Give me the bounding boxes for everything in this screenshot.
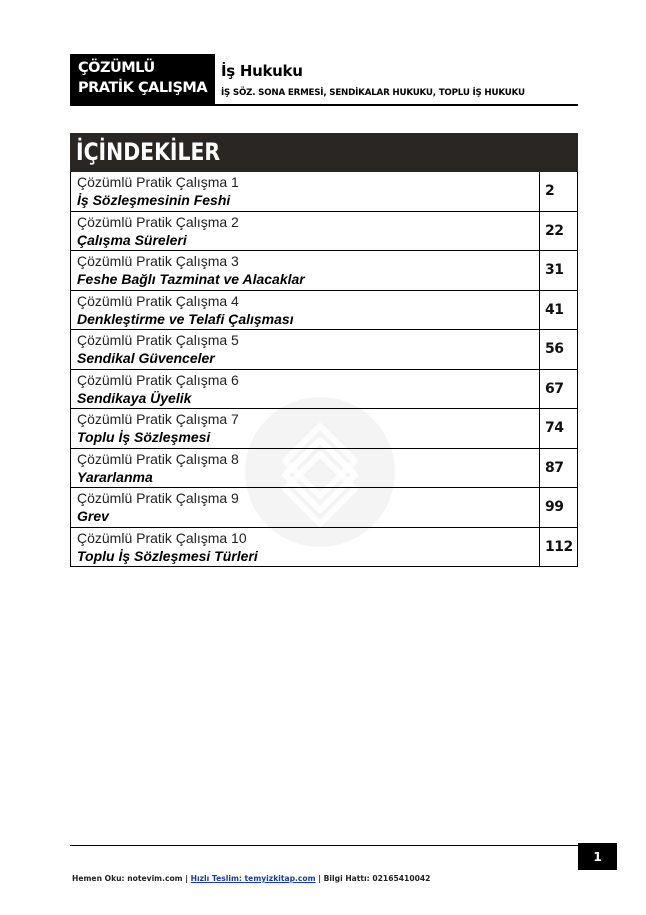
header-divider: [215, 104, 578, 106]
toc-entry-page: 67: [545, 380, 564, 397]
toc-entry-title: Grev: [77, 508, 109, 524]
toc-entry-label: Çözümlü Pratik Çalışma 2: [77, 213, 239, 230]
toc-entry-page: 112: [545, 538, 573, 555]
toc-entry-page: 87: [545, 459, 564, 476]
footer-text: [72, 874, 430, 883]
toc-row[interactable]: [71, 291, 577, 331]
toc-row[interactable]: [71, 449, 577, 489]
toc-row[interactable]: [71, 212, 577, 252]
toc-entry-page: 2: [545, 183, 555, 200]
toc-entry-text: [71, 370, 540, 409]
toc-entry-title: Sendikal Güvenceler: [77, 350, 215, 366]
toc-row[interactable]: [71, 488, 577, 528]
toc-entry-label: Çözümlü Pratik Çalışma 1: [77, 174, 239, 190]
table-of-contents: [70, 133, 578, 567]
toc-row[interactable]: [71, 528, 577, 568]
page-number: 1: [578, 843, 617, 870]
toc-entry-page: 22: [545, 222, 564, 239]
toc-entry-page: 74: [545, 420, 564, 437]
toc-entry-text: [71, 330, 540, 369]
toc-row[interactable]: [71, 172, 577, 212]
toc-entry-label: Çözümlü Pratik Çalışma 8: [77, 450, 239, 467]
brand-line-2: PRATİK ÇALIŞMA: [78, 80, 208, 96]
toc-entry-text: [71, 409, 540, 448]
toc-entry-title: Sendikaya Üyelik: [77, 389, 192, 406]
toc-entry-label: Çözümlü Pratik Çalışma 6: [77, 371, 239, 388]
toc-entry-page: 31: [545, 262, 564, 279]
toc-entry-title: Çalışma Süreleri: [77, 231, 187, 248]
book-title: İş Hukuku: [221, 62, 303, 80]
toc-entry-text: [71, 212, 540, 251]
brand-box: [70, 54, 215, 106]
toc-entry-text: [71, 449, 540, 488]
book-subtitle: İŞ SÖZ. SONA ERMESİ, SENDİKALAR HUKUKU, TOPLU İŞ HUKUKU: [221, 88, 525, 98]
toc-entry-text: [71, 251, 540, 290]
toc-entry-title: Denkleştirme ve Telafi Çalışması: [77, 310, 294, 327]
toc-entry-label: Çözümlü Pratik Çalışma 7: [77, 411, 239, 427]
toc-row[interactable]: [71, 251, 577, 291]
delivery-link[interactable]: Hızlı Teslim: temyizkitap.com: [190, 874, 316, 883]
toc-entry-title: Feshe Bağlı Tazminat ve Alacaklar: [77, 271, 305, 287]
brand-line-1: ÇÖZÜMLÜ: [78, 60, 155, 76]
toc-entry-page: 99: [545, 499, 564, 516]
toc-row[interactable]: [71, 370, 577, 410]
toc-entry-title: Toplu İş Sözleşmesi Türleri: [77, 547, 258, 564]
read-online-text: Hemen Oku: notevim.com: [72, 874, 183, 883]
toc-entry-text: [71, 528, 540, 567]
toc-entry-label: Çözümlü Pratik Çalışma 10: [77, 529, 247, 546]
toc-entry-title: İş Sözleşmesinin Feshi: [77, 192, 231, 208]
toc-entry-text: [71, 488, 540, 527]
footer-separator: |: [315, 874, 324, 883]
toc-entry-page: 41: [545, 301, 564, 318]
toc-entry-text: [71, 291, 540, 330]
footer-divider: [70, 845, 578, 846]
toc-entry-label: Çözümlü Pratik Çalışma 4: [77, 292, 239, 309]
toc-entry-title: Yararlanma: [77, 468, 153, 485]
toc-entry-page: 56: [545, 341, 564, 358]
toc-row[interactable]: [71, 330, 577, 370]
toc-table: [70, 172, 578, 567]
footer-separator: |: [182, 874, 191, 883]
toc-entry-label: Çözümlü Pratik Çalışma 5: [77, 332, 239, 348]
toc-entry-label: Çözümlü Pratik Çalışma 9: [77, 490, 239, 506]
toc-entry-title: Toplu İş Sözleşmesi: [77, 429, 211, 445]
toc-heading: İÇİNDEKİLER: [70, 133, 578, 172]
toc-row[interactable]: [71, 409, 577, 449]
toc-entry-text: [71, 172, 540, 211]
hotline-text: Bilgi Hattı: 02165410042: [323, 874, 431, 883]
toc-entry-label: Çözümlü Pratik Çalışma 3: [77, 253, 239, 269]
